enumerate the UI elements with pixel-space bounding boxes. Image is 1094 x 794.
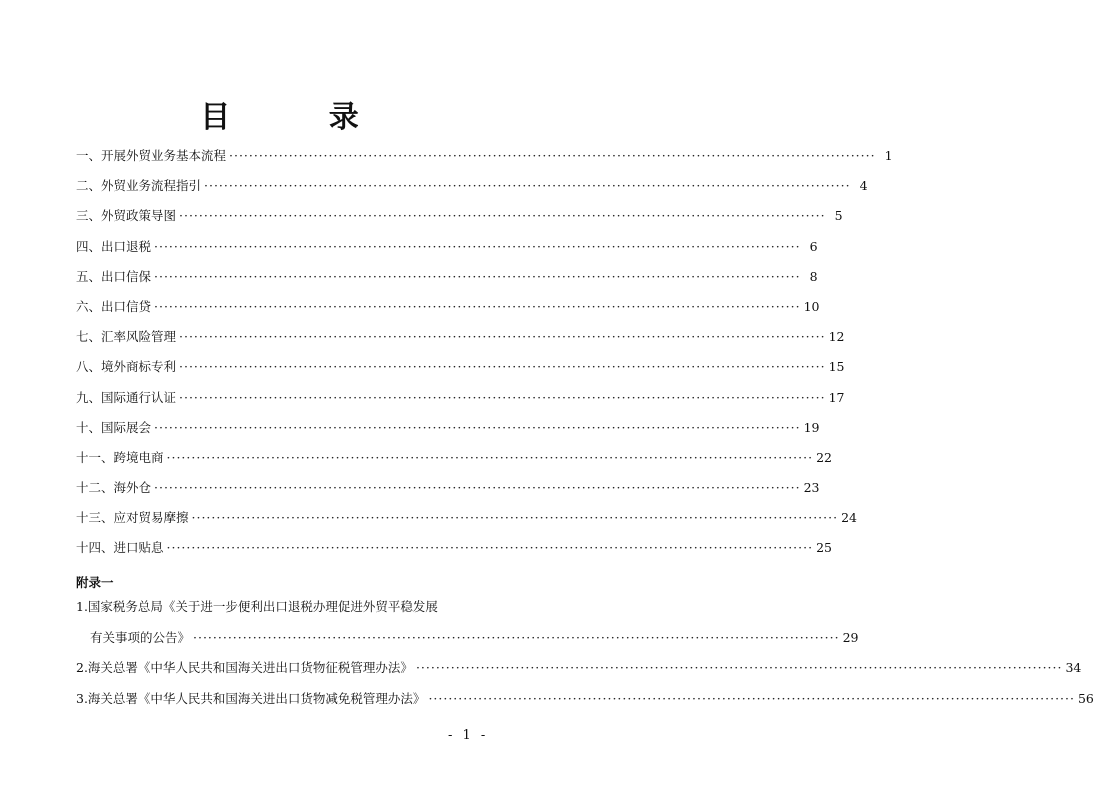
toc-entry-page: 24	[841, 510, 857, 526]
appendix-item-text: 2.海关总署《中华人民共和国海关进出口货物征税管理办法》	[76, 660, 413, 675]
appendix-item-text: 1.国家税务总局《关于进一步便利出口退税办理促进外贸平稳发展	[76, 599, 438, 614]
toc-entry-label: 五、出口信保	[76, 268, 152, 284]
toc-entry	[76, 237, 818, 267]
toc-entry-label: 二、外贸业务流程指引	[76, 178, 202, 194]
toc-entry-page: 22	[816, 449, 832, 465]
toc-entry-page: 1	[884, 148, 893, 163]
toc-entry	[76, 267, 818, 297]
dot-leader	[179, 390, 826, 405]
toc-entry	[76, 206, 843, 236]
appendix-item-line	[76, 689, 1094, 720]
toc-entry-page: 6	[809, 238, 818, 254]
toc-entry-page: 25	[816, 540, 832, 556]
appendix-item-line	[76, 597, 483, 628]
dot-leader	[154, 269, 801, 284]
toc-entry-page: 19	[803, 419, 820, 435]
dot-leader	[193, 630, 840, 645]
toc-entry	[76, 297, 820, 327]
toc-entry-label: 七、汇率风险管理	[76, 329, 177, 345]
table-of-contents	[76, 146, 893, 569]
page-number: - 1 -	[448, 728, 489, 743]
toc-entry	[76, 448, 832, 478]
toc-entry-page: 17	[828, 389, 845, 405]
toc-entry	[76, 357, 845, 387]
dot-leader	[167, 450, 814, 465]
page-title: 目 录	[200, 100, 403, 135]
appendix-item-page: 56	[1077, 690, 1094, 706]
toc-entry-label: 四、出口退税	[76, 238, 152, 254]
toc-entry-label: 九、国际通行认证	[76, 389, 177, 405]
toc-entry-label: 十二、海外仓	[76, 480, 152, 496]
toc-entry	[76, 388, 845, 418]
appendix-heading: 附录一	[76, 575, 114, 590]
toc-entry-label: 十、国际展会	[76, 419, 152, 435]
toc-entry	[76, 478, 820, 508]
toc-entry-label: 三、外贸政策导图	[76, 208, 177, 224]
dot-leader	[192, 510, 839, 525]
dot-leader	[416, 660, 1063, 675]
toc-entry-page: 23	[803, 480, 820, 496]
toc-entry-label: 八、境外商标专利	[76, 359, 177, 375]
dot-leader	[179, 359, 826, 374]
appendix-item-page: 34	[1065, 660, 1082, 675]
appendix-item-line	[76, 628, 859, 659]
toc-entry	[76, 176, 868, 206]
dot-leader	[154, 420, 801, 435]
dot-leader	[179, 329, 826, 344]
toc-entry-page: 4	[859, 178, 868, 194]
toc-entry-page: 5	[834, 208, 843, 224]
toc-entry-label: 十三、应对贸易摩擦	[76, 510, 189, 526]
toc-entry	[76, 327, 845, 357]
appendix-list	[76, 597, 1094, 719]
toc-entry-label: 十四、进口贴息	[76, 540, 164, 556]
toc-entry-page: 8	[809, 268, 818, 284]
dot-leader	[154, 239, 801, 254]
toc-entry	[76, 146, 893, 176]
toc-entry	[76, 538, 832, 568]
dot-leader	[179, 208, 826, 223]
toc-entry-label: 六、出口信贷	[76, 298, 152, 314]
toc-entry	[76, 508, 857, 538]
appendix-item-line	[76, 658, 1082, 689]
dot-leader	[154, 480, 801, 495]
appendix-item-text-continued: 有关事项的公告》	[90, 629, 191, 645]
toc-entry-label: 一、开展外贸业务基本流程	[76, 148, 227, 163]
dot-leader	[428, 691, 1075, 706]
toc-entry-page: 12	[828, 329, 845, 345]
toc-entry-label: 十一、跨境电商	[76, 449, 164, 465]
appendix-item-text: 3.海关总署《中华人民共和国海关进出口货物减免税管理办法》	[76, 690, 426, 706]
dot-leader	[229, 148, 876, 163]
toc-entry-page: 15	[828, 359, 845, 375]
toc-entry-page: 10	[803, 298, 820, 314]
appendix-item-page: 29	[842, 629, 859, 645]
dot-leader	[204, 178, 851, 193]
dot-leader	[154, 299, 801, 314]
toc-entry	[76, 418, 820, 448]
dot-leader	[167, 540, 814, 555]
